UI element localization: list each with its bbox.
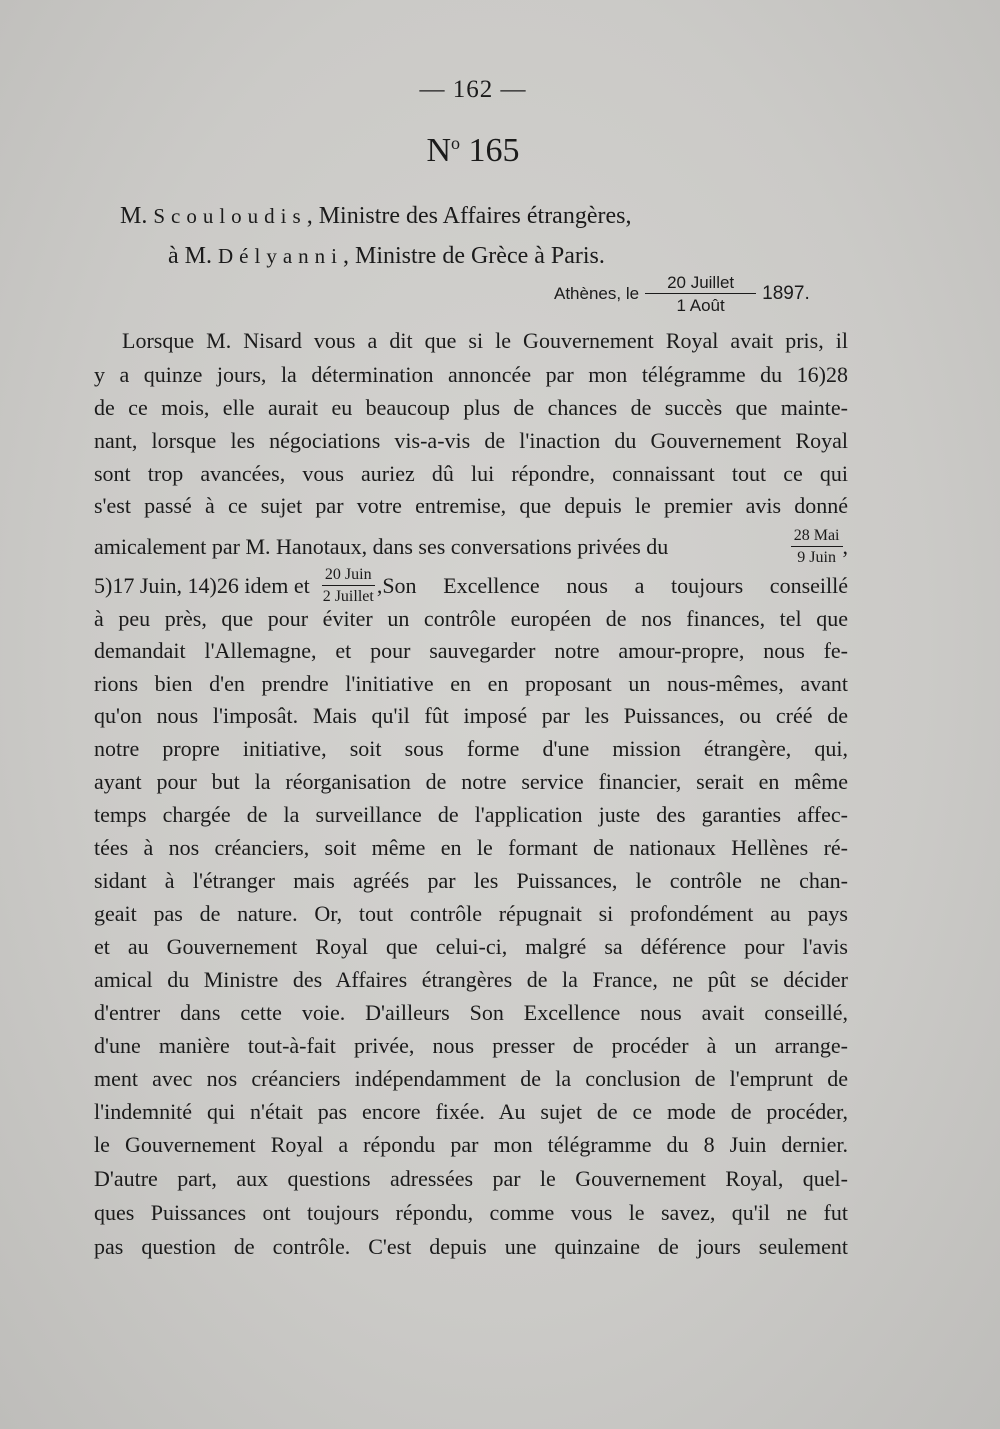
document-number xyxy=(0,132,946,170)
body-line: pas question de contrôle. C'est depuis une quinzaine de jours seulement xyxy=(94,1234,848,1259)
fraction-trailing: , xyxy=(842,534,848,559)
body-line: notre propre initiative, soit sous forme d'une mission étrangère, qui, xyxy=(94,736,848,761)
fraction-denominator: 9 Juin xyxy=(797,549,836,566)
body-line: rions bien d'en prendre l'initiative en en proposant un nous-mêmes, avant xyxy=(94,671,848,696)
fraction-group xyxy=(791,528,848,566)
body-line-text: 5)17 Juin, 14)26 idem et xyxy=(94,573,310,598)
body-line: nant, lorsque les négociations vis-a-vis de l'inaction du Gouvernement Royal xyxy=(94,428,848,453)
date-new-style: 1 Août xyxy=(676,296,725,315)
date-fraction xyxy=(320,567,377,605)
body-line: demandait l'Allemagne, et pour sauvegarder notre amour-propre, nous fe- xyxy=(94,638,848,663)
date-fraction xyxy=(791,528,843,566)
recipient-role: , Ministre de Grèce à Paris. xyxy=(342,243,605,269)
date-year: 1897. xyxy=(762,283,810,304)
sender-role: , Ministre des Affaires étrangères, xyxy=(306,203,632,229)
body-line: qu'on nous l'imposât. Mais qu'il fût imposé par les Puissances, ou créé de xyxy=(94,703,848,728)
body-line-with-fraction xyxy=(94,563,848,609)
body-line: d'entrer dans cette voie. D'ailleurs Son Excellence nous avait conseillé, xyxy=(94,1000,848,1025)
document-number-value: 165 xyxy=(468,132,520,169)
body-line: et au Gouvernement Royal que celui-ci, malgré sa déférence pour l'avis xyxy=(94,934,848,959)
body-line: le Gouvernement Royal a répondu par mon télégramme du 8 Juin dernier. xyxy=(94,1132,848,1157)
body-line: de ce mois, elle aurait eu beaucoup plus de chances de succès que mainte- xyxy=(94,395,848,420)
body-line: d'une manière tout-à-fait privée, nous presser de procéder à un arrange- xyxy=(94,1033,848,1058)
body-line: ayant pour but la réorganisation de notre service financier, serait en même xyxy=(94,769,848,794)
date-old-style: 20 Juillet xyxy=(645,274,756,294)
recipient-name: Délyanni xyxy=(218,244,343,268)
body-line: ment avec nos créanciers indépendamment de la conclusion de l'emprunt de xyxy=(94,1066,848,1091)
date-fraction xyxy=(645,274,756,314)
fraction-numerator: 28 Mai xyxy=(791,528,843,547)
body-line: s'est passé à ce sujet par votre entremise, que depuis le premier avis donné xyxy=(94,493,848,518)
fraction-numerator: 20 Juin xyxy=(322,567,375,586)
body-line: y a quinze jours, la détermination annoncée par mon télégramme du 16)28 xyxy=(94,362,848,387)
place-date xyxy=(554,274,810,314)
document-number-sup: o xyxy=(451,133,461,153)
body-line: ques Puissances ont toujours répondu, comme vous le savez, qu'il ne fut xyxy=(94,1200,848,1225)
document-number-prefix: N xyxy=(426,132,452,169)
body-line: à peu près, que pour éviter un contrôle européen de nos finances, tel que xyxy=(94,606,848,631)
sender-name: Scouloudis xyxy=(153,204,307,228)
body-line-text: ,Son Excellence nous a toujours conseillé xyxy=(376,573,848,598)
body-line: geait pas de nature. Or, tout contrôle répugnait si profondément au pays xyxy=(94,901,848,926)
place-label: Athènes, le xyxy=(554,284,640,303)
body-line: sidant à l'étranger mais agréés par les Puissances, le contrôle ne chan- xyxy=(94,868,848,893)
page-number: — 162 — xyxy=(419,76,527,103)
body-line: tées à nos créanciers, soit même en le formant de nationaux Hellènes ré- xyxy=(94,835,848,860)
body-line: amical du Ministre des Affaires étrangères de la France, ne pût se décider xyxy=(94,967,848,992)
header-sender-line xyxy=(120,203,631,230)
fraction-denominator: 2 Juillet xyxy=(322,588,374,605)
sender-title: M. xyxy=(120,203,148,229)
header-recipient-line xyxy=(168,243,605,270)
recipient-prefix: à M. xyxy=(168,243,212,269)
body-line-text: amicalement par M. Hanotaux, dans ses conversations privées du xyxy=(94,534,669,559)
body-line: D'autre part, aux questions adressées par le Gouvernement Royal, quel- xyxy=(94,1166,848,1191)
body-line: Lorsque M. Nisard vous a dit que si le Gouvernement Royal avait pris, il xyxy=(122,328,848,353)
body-line: temps chargée de la surveillance de l'application juste des garanties affec- xyxy=(94,802,848,827)
body-line: l'indemnité qui n'était pas encore fixée. Au sujet de ce mode de procéder, xyxy=(94,1099,848,1124)
body-line: sont trop avancées, vous auriez dû lui répondre, connaissant tout ce qui xyxy=(94,461,848,486)
